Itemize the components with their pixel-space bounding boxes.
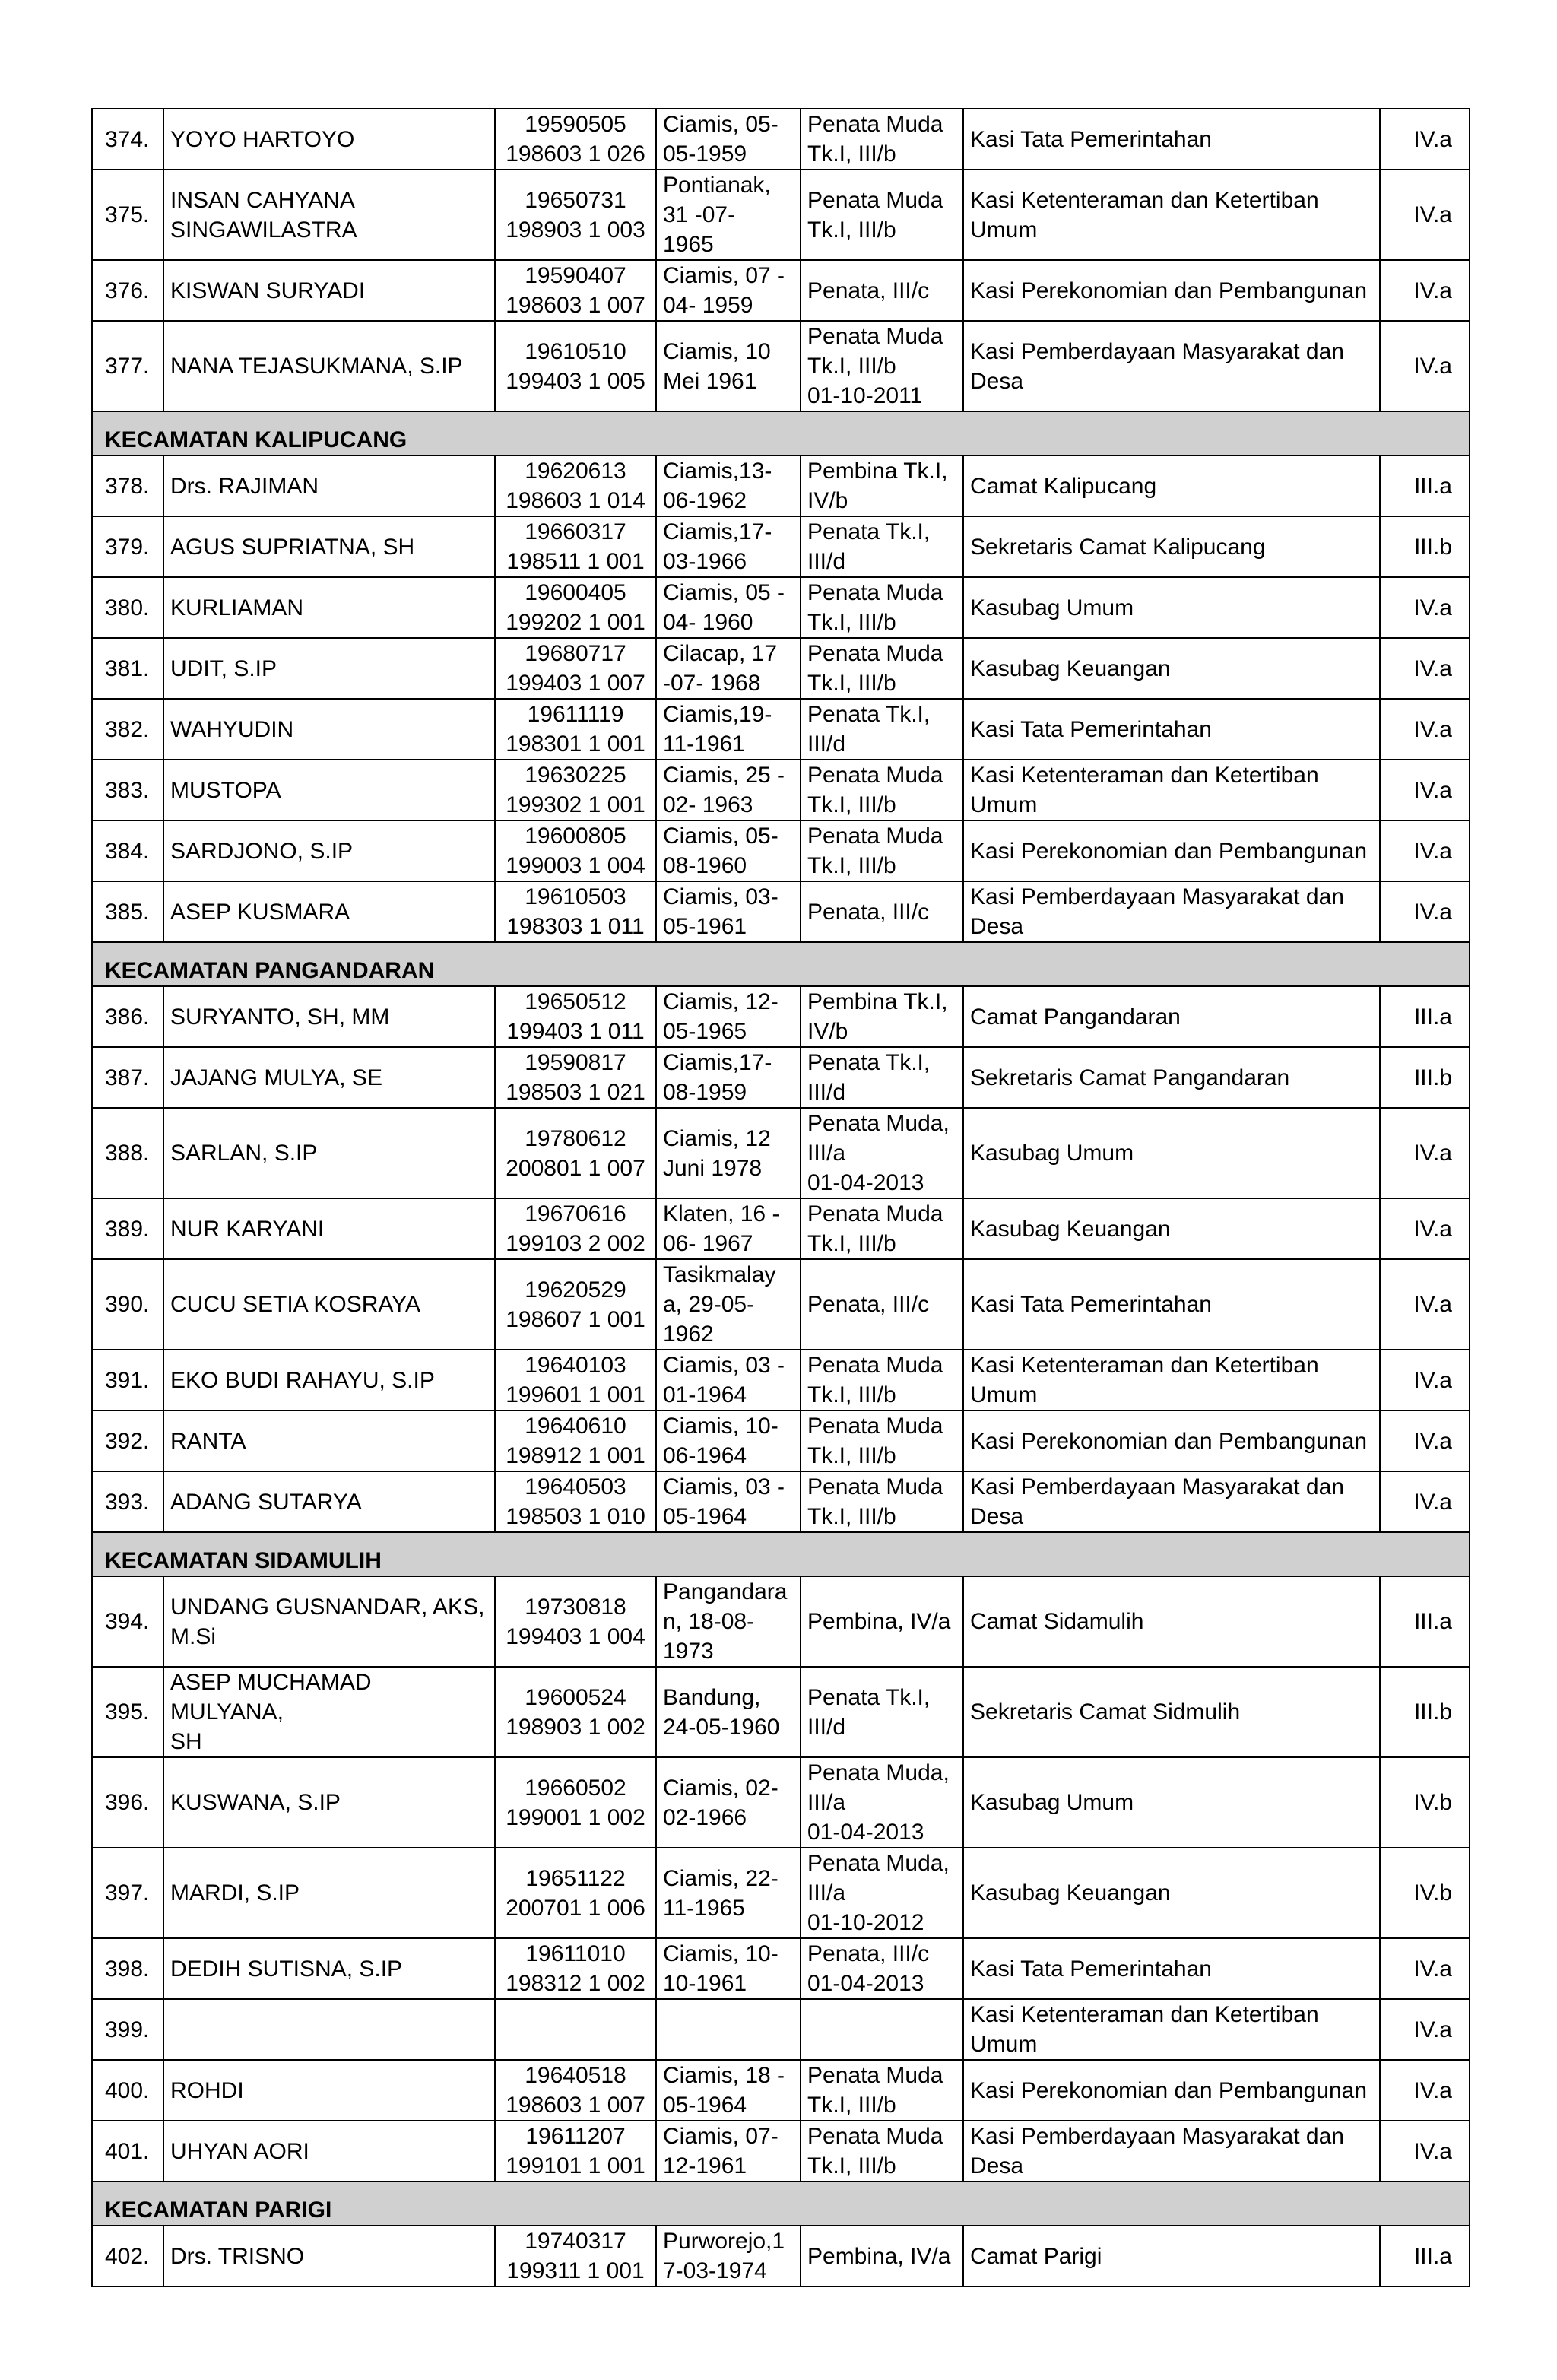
echelon: IV.a (1380, 1198, 1470, 1259)
echelon: IV.a (1380, 1471, 1470, 1532)
position-title: Kasubag Umum (963, 577, 1380, 638)
table-row (92, 516, 1470, 577)
position-title: Kasi Pemberdayaan Masyarakat dan Desa (963, 321, 1380, 411)
birth-place-date: Ciamis, 12 Juni 1978 (656, 1108, 801, 1198)
employee-nip: 19640103 199601 1 001 (495, 1350, 656, 1411)
rank-grade: Penata Muda Tk.I, III/b (801, 638, 963, 699)
rank-grade: Pembina Tk.I, IV/b (801, 455, 963, 516)
employee-name: SARDJONO, S.IP (163, 820, 495, 881)
table-row (92, 455, 1470, 516)
row-number: 390. (92, 1259, 163, 1350)
employee-table-body (92, 109, 1470, 2286)
row-number: 380. (92, 577, 163, 638)
birth-place-date: Ciamis, 05- 05-1959 (656, 109, 801, 170)
employee-nip: 19670616 199103 2 002 (495, 1198, 656, 1259)
rank-grade: Pembina, IV/a (801, 2226, 963, 2286)
employee-nip: 19660502 199001 1 002 (495, 1757, 656, 1848)
employee-name: MARDI, S.IP (163, 1848, 495, 1938)
echelon: IV.a (1380, 1259, 1470, 1350)
table-row (92, 1198, 1470, 1259)
row-number: 399. (92, 1999, 163, 2060)
position-title: Kasi Pemberdayaan Masyarakat dan Desa (963, 881, 1380, 942)
table-row (92, 1999, 1470, 2060)
echelon: IV.a (1380, 1999, 1470, 2060)
employee-name: KURLIAMAN (163, 577, 495, 638)
birth-place-date: Ciamis, 07 - 04- 1959 (656, 260, 801, 321)
employee-name: DEDIH SUTISNA, S.IP (163, 1938, 495, 1999)
rank-grade: Penata Muda, III/a 01-04-2013 (801, 1757, 963, 1848)
table-row (92, 321, 1470, 411)
district-section-row (92, 2182, 1470, 2226)
employee-name: SARLAN, S.IP (163, 1108, 495, 1198)
position-title: Sekretaris Camat Kalipucang (963, 516, 1380, 577)
table-row (92, 2226, 1470, 2286)
employee-nip: 19610503 198303 1 011 (495, 881, 656, 942)
table-row (92, 1576, 1470, 1667)
table-row (92, 1108, 1470, 1198)
district-section-row (92, 411, 1470, 455)
birth-place-date (656, 1999, 801, 2060)
rank-grade: Penata Muda Tk.I, III/b (801, 760, 963, 820)
row-number: 383. (92, 760, 163, 820)
employee-nip: 19640610 198912 1 001 (495, 1411, 656, 1471)
employee-table (91, 108, 1470, 2287)
row-number: 384. (92, 820, 163, 881)
employee-name: ASEP KUSMARA (163, 881, 495, 942)
table-row (92, 2060, 1470, 2121)
employee-name: Drs. RAJIMAN (163, 455, 495, 516)
employee-nip: 19651122 200701 1 006 (495, 1848, 656, 1938)
birth-place-date: Cilacap, 17 -07- 1968 (656, 638, 801, 699)
rank-grade: Penata Muda Tk.I, III/b (801, 1198, 963, 1259)
employee-name: NUR KARYANI (163, 1198, 495, 1259)
rank-grade: Penata Muda Tk.I, III/b (801, 170, 963, 260)
row-number: 398. (92, 1938, 163, 1999)
birth-place-date: Pontianak, 31 -07- 1965 (656, 170, 801, 260)
birth-place-date: Ciamis, 12- 05-1965 (656, 986, 801, 1047)
table-row (92, 170, 1470, 260)
echelon: IV.a (1380, 760, 1470, 820)
rank-grade: Penata Muda, III/a 01-04-2013 (801, 1108, 963, 1198)
position-title: Kasi Perekonomian dan Pembangunan (963, 260, 1380, 321)
birth-place-date: Ciamis, 03- 05-1961 (656, 881, 801, 942)
echelon: III.a (1380, 2226, 1470, 2286)
rank-grade: Pembina Tk.I, IV/b (801, 986, 963, 1047)
district-section-row (92, 1532, 1470, 1576)
position-title: Kasi Tata Pemerintahan (963, 109, 1380, 170)
employee-nip (495, 1999, 656, 2060)
birth-place-date: Ciamis,13- 06-1962 (656, 455, 801, 516)
employee-nip: 19611207 199101 1 001 (495, 2121, 656, 2182)
table-row (92, 260, 1470, 321)
echelon: IV.a (1380, 109, 1470, 170)
employee-name: UHYAN AORI (163, 2121, 495, 2182)
table-row (92, 1350, 1470, 1411)
table-row (92, 2121, 1470, 2182)
employee-nip: 19740317 199311 1 001 (495, 2226, 656, 2286)
position-title: Kasi Tata Pemerintahan (963, 1938, 1380, 1999)
position-title: Camat Kalipucang (963, 455, 1380, 516)
district-section-label: KECAMATAN PANGANDARAN (92, 942, 1470, 986)
rank-grade: Penata, III/c (801, 1259, 963, 1350)
birth-place-date: Ciamis, 10- 10-1961 (656, 1938, 801, 1999)
birth-place-date: Ciamis, 05- 08-1960 (656, 820, 801, 881)
position-title: Sekretaris Camat Pangandaran (963, 1047, 1380, 1108)
echelon: IV.a (1380, 321, 1470, 411)
employee-name: INSAN CAHYANA SINGAWILASTRA (163, 170, 495, 260)
table-row (92, 1667, 1470, 1757)
table-row (92, 881, 1470, 942)
echelon: IV.a (1380, 1108, 1470, 1198)
employee-name: RANTA (163, 1411, 495, 1471)
table-row (92, 760, 1470, 820)
table-row (92, 1259, 1470, 1350)
employee-name: Drs. TRISNO (163, 2226, 495, 2286)
rank-grade: Penata Muda Tk.I, III/b (801, 2121, 963, 2182)
echelon: III.a (1380, 1576, 1470, 1667)
birth-place-date: Ciamis, 02- 02-1966 (656, 1757, 801, 1848)
row-number: 396. (92, 1757, 163, 1848)
position-title: Kasi Tata Pemerintahan (963, 699, 1380, 760)
echelon: IV.b (1380, 1848, 1470, 1938)
table-row (92, 986, 1470, 1047)
birth-place-date: Tasikmalay a, 29-05- 1962 (656, 1259, 801, 1350)
birth-place-date: Ciamis, 05 - 04- 1960 (656, 577, 801, 638)
echelon: IV.a (1380, 2121, 1470, 2182)
row-number: 382. (92, 699, 163, 760)
employee-nip: 19590407 198603 1 007 (495, 260, 656, 321)
rank-grade: Penata, III/c 01-04-2013 (801, 1938, 963, 1999)
table-row (92, 1848, 1470, 1938)
birth-place-date: Ciamis, 03 - 05-1964 (656, 1471, 801, 1532)
position-title: Kasubag Umum (963, 1757, 1380, 1848)
echelon: IV.a (1380, 2060, 1470, 2121)
position-title: Kasubag Umum (963, 1108, 1380, 1198)
employee-name: UDIT, S.IP (163, 638, 495, 699)
echelon: IV.a (1380, 638, 1470, 699)
rank-grade: Penata Muda Tk.I, III/b (801, 109, 963, 170)
district-section-label: KECAMATAN SIDAMULIH (92, 1532, 1470, 1576)
table-row (92, 109, 1470, 170)
position-title: Kasubag Keuangan (963, 638, 1380, 699)
employee-name: NANA TEJASUKMANA, S.IP (163, 321, 495, 411)
birth-place-date: Ciamis,17- 08-1959 (656, 1047, 801, 1108)
birth-place-date: Ciamis, 10- 06-1964 (656, 1411, 801, 1471)
birth-place-date: Klaten, 16 - 06- 1967 (656, 1198, 801, 1259)
table-row (92, 820, 1470, 881)
row-number: 374. (92, 109, 163, 170)
employee-nip: 19640518 198603 1 007 (495, 2060, 656, 2121)
employee-name: ROHDI (163, 2060, 495, 2121)
position-title: Kasubag Keuangan (963, 1848, 1380, 1938)
echelon: IV.a (1380, 260, 1470, 321)
district-section-label: KECAMATAN KALIPUCANG (92, 411, 1470, 455)
employee-nip: 19660317 198511 1 001 (495, 516, 656, 577)
echelon: IV.a (1380, 1411, 1470, 1471)
birth-place-date: Ciamis, 03 - 01-1964 (656, 1350, 801, 1411)
rank-grade: Penata Muda Tk.I, III/b (801, 2060, 963, 2121)
position-title: Kasi Ketenteraman dan Ketertiban Umum (963, 1999, 1380, 2060)
row-number: 395. (92, 1667, 163, 1757)
echelon: IV.a (1380, 699, 1470, 760)
district-section-label: KECAMATAN PARIGI (92, 2182, 1470, 2226)
employee-nip: 19590505 198603 1 026 (495, 109, 656, 170)
row-number: 392. (92, 1411, 163, 1471)
row-number: 387. (92, 1047, 163, 1108)
birth-place-date: Ciamis, 07- 12-1961 (656, 2121, 801, 2182)
row-number: 391. (92, 1350, 163, 1411)
rank-grade: Penata Muda Tk.I, III/b 01-10-2011 (801, 321, 963, 411)
row-number: 386. (92, 986, 163, 1047)
position-title: Kasi Tata Pemerintahan (963, 1259, 1380, 1350)
row-number: 393. (92, 1471, 163, 1532)
employee-nip: 19610510 199403 1 005 (495, 321, 656, 411)
row-number: 401. (92, 2121, 163, 2182)
row-number: 375. (92, 170, 163, 260)
position-title: Kasi Perekonomian dan Pembangunan (963, 820, 1380, 881)
employee-name: WAHYUDIN (163, 699, 495, 760)
employee-name: ASEP MUCHAMAD MULYANA, SH (163, 1667, 495, 1757)
row-number: 389. (92, 1198, 163, 1259)
birth-place-date: Ciamis, 18 - 05-1964 (656, 2060, 801, 2121)
position-title: Camat Parigi (963, 2226, 1380, 2286)
rank-grade: Penata Tk.I, III/d (801, 1667, 963, 1757)
district-section-row (92, 942, 1470, 986)
rank-grade: Penata Muda Tk.I, III/b (801, 1471, 963, 1532)
row-number: 397. (92, 1848, 163, 1938)
rank-grade (801, 1999, 963, 2060)
row-number: 394. (92, 1576, 163, 1667)
rank-grade: Penata, III/c (801, 881, 963, 942)
employee-nip: 19611119 198301 1 001 (495, 699, 656, 760)
position-title: Kasi Perekonomian dan Pembangunan (963, 2060, 1380, 2121)
echelon: IV.a (1380, 881, 1470, 942)
row-number: 402. (92, 2226, 163, 2286)
row-number: 376. (92, 260, 163, 321)
employee-nip: 19780612 200801 1 007 (495, 1108, 656, 1198)
employee-nip: 19730818 199403 1 004 (495, 1576, 656, 1667)
employee-nip: 19600524 198903 1 002 (495, 1667, 656, 1757)
table-row (92, 1047, 1470, 1108)
employee-nip: 19620613 198603 1 014 (495, 455, 656, 516)
row-number: 385. (92, 881, 163, 942)
employee-nip: 19620529 198607 1 001 (495, 1259, 656, 1350)
table-row (92, 1757, 1470, 1848)
birth-place-date: Ciamis, 25 - 02- 1963 (656, 760, 801, 820)
echelon: IV.a (1380, 577, 1470, 638)
birth-place-date: Ciamis, 10 Mei 1961 (656, 321, 801, 411)
employee-nip: 19600805 199003 1 004 (495, 820, 656, 881)
employee-name: ADANG SUTARYA (163, 1471, 495, 1532)
employee-name: JAJANG MULYA, SE (163, 1047, 495, 1108)
rank-grade: Penata Muda Tk.I, III/b (801, 820, 963, 881)
birth-place-date: Purworejo,1 7-03-1974 (656, 2226, 801, 2286)
rank-grade: Penata Muda, III/a 01-10-2012 (801, 1848, 963, 1938)
row-number: 400. (92, 2060, 163, 2121)
employee-name (163, 1999, 495, 2060)
echelon: IV.a (1380, 820, 1470, 881)
employee-nip: 19630225 199302 1 001 (495, 760, 656, 820)
echelon: III.a (1380, 986, 1470, 1047)
rank-grade: Pembina, IV/a (801, 1576, 963, 1667)
echelon: IV.a (1380, 170, 1470, 260)
rank-grade: Penata Muda Tk.I, III/b (801, 1350, 963, 1411)
employee-name: KISWAN SURYADI (163, 260, 495, 321)
table-row (92, 699, 1470, 760)
position-title: Kasi Ketenteraman dan Ketertiban Umum (963, 760, 1380, 820)
position-title: Sekretaris Camat Sidmulih (963, 1667, 1380, 1757)
employee-name: MUSTOPA (163, 760, 495, 820)
employee-name: SURYANTO, SH, MM (163, 986, 495, 1047)
row-number: 388. (92, 1108, 163, 1198)
position-title: Kasi Ketenteraman dan Ketertiban Umum (963, 170, 1380, 260)
position-title: Kasi Pemberdayaan Masyarakat dan Desa (963, 1471, 1380, 1532)
table-row (92, 1471, 1470, 1532)
birth-place-date: Ciamis,19- 11-1961 (656, 699, 801, 760)
row-number: 381. (92, 638, 163, 699)
table-row (92, 577, 1470, 638)
employee-name: KUSWANA, S.IP (163, 1757, 495, 1848)
table-row (92, 1938, 1470, 1999)
rank-grade: Penata Tk.I, III/d (801, 699, 963, 760)
birth-place-date: Ciamis,17- 03-1966 (656, 516, 801, 577)
birth-place-date: Pangandara n, 18-08- 1973 (656, 1576, 801, 1667)
employee-nip: 19611010 198312 1 002 (495, 1938, 656, 1999)
birth-place-date: Bandung, 24-05-1960 (656, 1667, 801, 1757)
employee-nip: 19590817 198503 1 021 (495, 1047, 656, 1108)
rank-grade: Penata Muda Tk.I, III/b (801, 577, 963, 638)
table-row (92, 1411, 1470, 1471)
position-title: Kasubag Keuangan (963, 1198, 1380, 1259)
table-row (92, 638, 1470, 699)
rank-grade: Penata Tk.I, III/d (801, 516, 963, 577)
employee-nip: 19650731 198903 1 003 (495, 170, 656, 260)
employee-name: YOYO HARTOYO (163, 109, 495, 170)
echelon: IV.b (1380, 1757, 1470, 1848)
echelon: IV.a (1380, 1938, 1470, 1999)
employee-name: UNDANG GUSNANDAR, AKS, M.Si (163, 1576, 495, 1667)
rank-grade: Penata, III/c (801, 260, 963, 321)
echelon: III.b (1380, 516, 1470, 577)
employee-name: CUCU SETIA KOSRAYA (163, 1259, 495, 1350)
employee-nip: 19640503 198503 1 010 (495, 1471, 656, 1532)
position-title: Camat Pangandaran (963, 986, 1380, 1047)
birth-place-date: Ciamis, 22- 11-1965 (656, 1848, 801, 1938)
echelon: III.b (1380, 1667, 1470, 1757)
row-number: 379. (92, 516, 163, 577)
position-title: Kasi Perekonomian dan Pembangunan (963, 1411, 1380, 1471)
row-number: 377. (92, 321, 163, 411)
echelon: IV.a (1380, 1350, 1470, 1411)
employee-nip: 19650512 199403 1 011 (495, 986, 656, 1047)
employee-nip: 19680717 199403 1 007 (495, 638, 656, 699)
position-title: Kasi Ketenteraman dan Ketertiban Umum (963, 1350, 1380, 1411)
rank-grade: Penata Tk.I, III/d (801, 1047, 963, 1108)
echelon: III.b (1380, 1047, 1470, 1108)
position-title: Camat Sidamulih (963, 1576, 1380, 1667)
rank-grade: Penata Muda Tk.I, III/b (801, 1411, 963, 1471)
employee-name: AGUS SUPRIATNA, SH (163, 516, 495, 577)
echelon: III.a (1380, 455, 1470, 516)
employee-nip: 19600405 199202 1 001 (495, 577, 656, 638)
position-title: Kasi Pemberdayaan Masyarakat dan Desa (963, 2121, 1380, 2182)
employee-name: EKO BUDI RAHAYU, S.IP (163, 1350, 495, 1411)
row-number: 378. (92, 455, 163, 516)
